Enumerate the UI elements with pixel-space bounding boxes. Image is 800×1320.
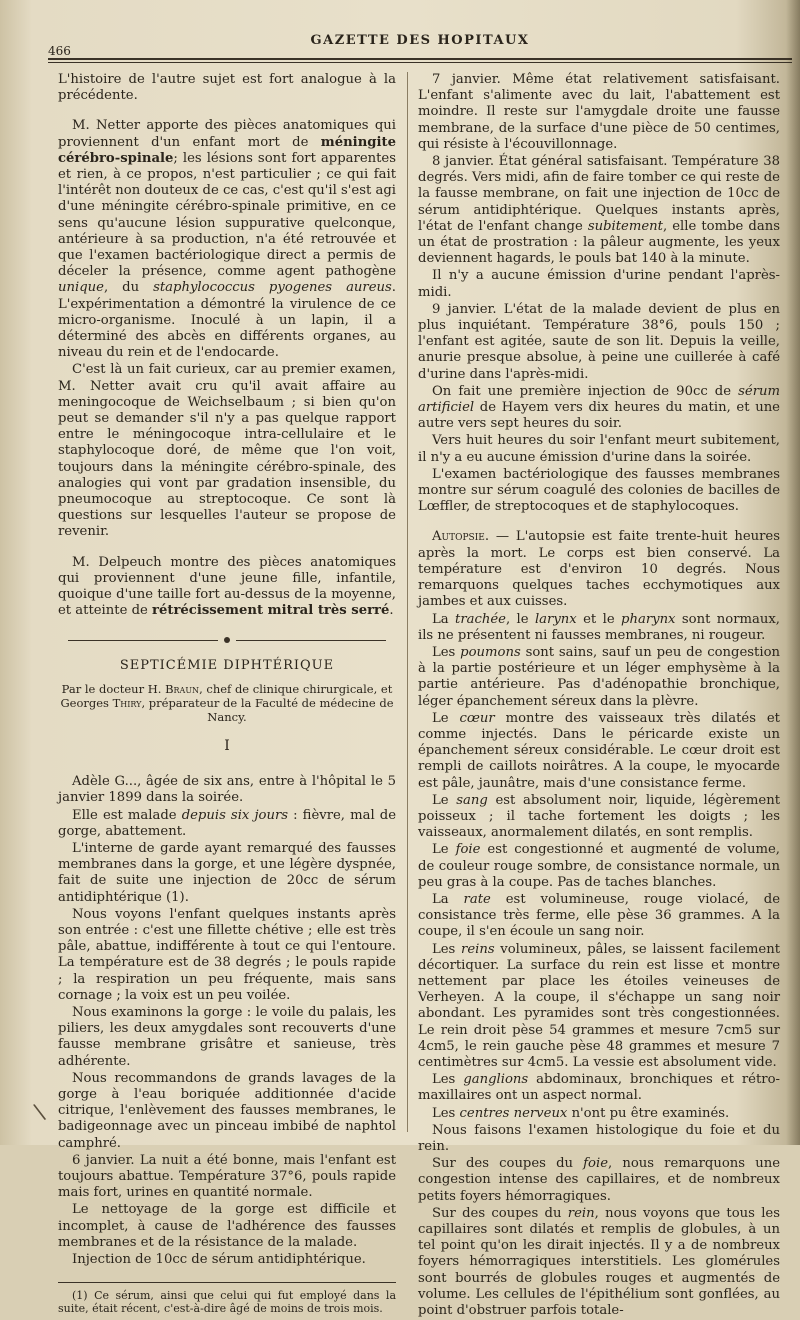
- paragraph: Sur des coupes du foie, nous remarquons une congestion intense des capillaires, et de nombreux petits foyers hémorragiques.: [418, 1156, 780, 1204]
- section-title: SEPTICÉMIE DIPHTÉRIQUE: [119, 657, 335, 673]
- paragraph: L'examen bactériologique des fausses membranes montre sur sérum coagulé des colonies de bacilles de Lœffler, de streptocoques et de staphylocoques.: [418, 466, 780, 515]
- paragraph: Sur des coupes du rein, nous voyons que tous les capillaires sont dilatés et remplis de globules, à un tel point qu'on les dirait injectés. Il y a de nombreux foyers hémorragiques interstitiels. Les glomérules sont bourrés de globules rouges et augmentés de volume. Les cellules de l'épithélium sont gonflées, au point d'obstruer parfois totale-: [418, 1205, 780, 1319]
- right-column: [418, 72, 780, 1320]
- paragraph: Le foie est congestionné et augmenté de volume, de couleur rouge sombre, de consistance normale, un peu gras à la coupe. Pas de taches blanches.: [418, 842, 780, 890]
- paragraph: La rate est volumineuse, rouge violacé, de consistance très ferme, elle pèse 36 grammes. A la coupe, il s'en écoule un sang noir.: [418, 891, 780, 940]
- footnote-rule: [58, 1282, 396, 1283]
- paragraph: 7 janvier. Même état relativement satisfaisant. L'enfant s'alimente avec du lait, l'abattement est moindre. Il reste sur l'amygdale droite une fausse membrane, de la surface d'une pièce de 50 centimes, qui résiste à l'écouvillonnage.: [418, 72, 780, 152]
- margin-pencil-mark: \: [31, 1099, 48, 1126]
- footnote: (1) Ce sérum, ainsi que celui qui fut employé dans la suite, était récent, c'est-à-dire âgé de moins de trois mois.: [58, 1289, 396, 1316]
- section-separator: [58, 632, 396, 648]
- paragraph: Vers huit heures du soir l'enfant meurt subitement, il n'y a eu aucune émission d'urine dans la soirée.: [418, 433, 780, 465]
- paragraph: On fait une première injection de 90cc de sérum artificiel de Hayem vers dix heures du matin, et une autre vers sept heures du soir.: [418, 383, 780, 432]
- paragraph: 9 janvier. L'état de la malade devient de plus en plus inquiétant. Température 38°6, pouls 150 ; l'enfant est agitée, saute de son lit. Depuis la veille, anurie presque absolue, à peine une cuillerée à café d'urine dans l'après-midi.: [418, 301, 780, 382]
- page-number: 466: [48, 44, 71, 58]
- left-column: [58, 72, 396, 1316]
- paragraph: Elle est malade depuis six jours : fièvre, mal de gorge, abattement.: [58, 807, 396, 839]
- column-divider: [407, 72, 408, 1132]
- paragraph: M. Delpeuch montre des pièces anatomiques qui proviennent d'une jeune fille, infantile, quoique d'une taille fort au-dessus de la moyenne, et atteinte de rétrécissement mitral très serré.: [58, 554, 396, 619]
- paragraph: L'interne de garde ayant remarqué des fausses membranes dans la gorge, et une légère dyspnée, fait de suite une injection de 20cc de sérum antidiphtérique (1).: [58, 840, 396, 905]
- paragraph: Adèle G..., âgée de six ans, entre à l'hôpital le 5 janvier 1899 dans la soirée.: [58, 774, 396, 806]
- page-edge-shadow: [786, 0, 800, 1145]
- header-rule: [48, 58, 792, 60]
- paragraph: C'est là un fait curieux, car au premier examen, M. Netter avait cru qu'il avait affaire au meningocoque de Weichselbaum ; si bien qu'on peut se demander s'il n'y a pas quelque rapport entre le méningocoque intra-cellulaire et le staphylocoque doré, de même que l'on voit, toujours dans la méningite cérébro-spinale, des analogies qui vont par gradation insensible, du pneumocoque au streptocoque. Ce sont là questions sur lesquelles l'auteur se propose de revenir.: [58, 362, 396, 540]
- paragraph: Le sang est absolument noir, liquide, légèrement poisseux ; il tache fortement les doigts ; les vaisseaux, anormalement dilatés, en sont remplis.: [418, 792, 780, 841]
- paragraph: 8 janvier. État général satisfaisant. Température 38 degrés. Vers midi, afin de faire tomber ce qui reste de la fausse membrane, on fait une injection de 10cc de sérum antidiphtérique. Quelques instants après, l'état de l'enfant change subitement, elle tombe dans un état de prostration : la pâleur augmente, les yeux deviennent hagards, le pouls bat 140 à la minute.: [418, 154, 780, 267]
- paragraph: Le nettoyage de la gorge est difficile et incomplet, à cause de l'adhérence des fausses membranes et de la résistance de la malade.: [58, 1202, 396, 1250]
- journal-title: GAZETTE DES HOPITAUX: [310, 33, 530, 48]
- paragraph: Nous faisons l'examen histologique du foie et du rein.: [418, 1122, 780, 1154]
- paragraph: 6 janvier. La nuit a été bonne, mais l'enfant est toujours abattue. Température 37°6, pouls rapide mais fort, urines en quantité normale.: [58, 1152, 396, 1201]
- section-number: I: [224, 737, 230, 754]
- paragraph: Les ganglions abdominaux, bronchiques et rétro-maxillaires ont un aspect normal.: [418, 1072, 780, 1104]
- byline: Par le docteur H. Braun, chef de clinique chirurgicale, et Georges Thiry, préparateur de la Faculté de médecine de Nancy.: [60, 681, 394, 724]
- paragraph: Les poumons sont sains, sauf un peu de congestion à la partie postérieure et un léger emphysème à la partie antérieure. Pas d'adénopathie bronchique, léger épanchement séreux dans la plèvre.: [418, 644, 781, 709]
- header-rule-thin: [48, 62, 792, 63]
- paragraph: La trachée, le larynx et le pharynx sont normaux, ils ne présentent ni fausses membranes, ni rougeur.: [418, 611, 780, 643]
- paragraph: L'histoire de l'autre sujet est fort analogue à la précédente.: [58, 72, 396, 104]
- paragraph: M. Netter apporte des pièces anatomiques qui proviennent d'un enfant mort de méningite cérébro-spinale; les lésions sont fort apparentes et rien, à ce propos, n'est particulier ; ce qui fait l'intérêt non douteux de ce cas, c'est qu'il s'est agi d'une méningite cérébro-spinale primitive, en ce sens qu'aucune lésion suppurative quelconque, antérieure à sa production, n'a été retrouvée et que l'examen bactériologique direct a permis de déceler la présence, comme agent pathogène unique, du staphylococcus pyogenes aureus. L'expérimentation a démontré la virulence de ce micro-organisme. Inoculé à un lapin, il a déterminé des abcès en différents organes, au niveau du rein et de l'endocarde.: [58, 118, 396, 361]
- paragraph: Le cœur montre des vaisseaux très dilatés et comme injectés. Dans le péricarde existe un épanchement séreux considérable. Le cœur droit est rempli de caillots noirâtres. A la coupe, le myocarde est pâle, jaunâtre, mais d'une consistance ferme.: [418, 710, 780, 791]
- paragraph: Autopsie. — L'autopsie est faite trente-huit heures après la mort. Le corps est bien conservé. La température est d'environ 10 degrés. Nous remarquons quelques taches ecchymotiques aux jambes et aux cuisses.: [418, 529, 780, 610]
- paragraph: Nous examinons la gorge : le voile du palais, les piliers, les deux amygdales sont recouverts d'une fausse membrane grisâtre et sanieuse, très adhérente.: [58, 1004, 396, 1069]
- paragraph: Injection de 10cc de sérum antidiphtérique.: [72, 1252, 366, 1267]
- paragraph: Il n'y a aucune émission d'urine pendant l'après-midi.: [418, 268, 780, 300]
- paragraph: Nous voyons l'enfant quelques instants après son entrée : c'est une fillette chétive ; elle est très pâle, abattue, indifférente à tout ce qui l'entoure. La température est de 38 degrés ; le pouls rapide ; la respiration un peu fréquente, mais sans cornage ; la voix est un peu voilée.: [58, 906, 396, 1003]
- paragraph: Les centres nerveux n'ont pu être examinés.: [432, 1105, 730, 1121]
- paragraph: Les reins volumineux, pâles, se laissent facilement décortiquer. La surface du rein est lisse et montre nettement par place les étoiles veineuses de Verheyen. A la coupe, il s'échappe un sang noir abondant. Les pyramides sont très congestionnées. Le rein droit pèse 54 grammes et mesure 7cm5 sur 4cm5, le rein gauche pèse 48 grammes et mesure 7 centimètres sur 4cm5. La vessie est absolument vide.: [418, 941, 780, 1070]
- paragraph: Nous recommandons de grands lavages de la gorge à l'eau boriquée additionnée d'acide citrique, l'enlèvement des fausses membranes, le badigeonnage avec un pinceau imbibé de naphtol camphré.: [58, 1070, 396, 1151]
